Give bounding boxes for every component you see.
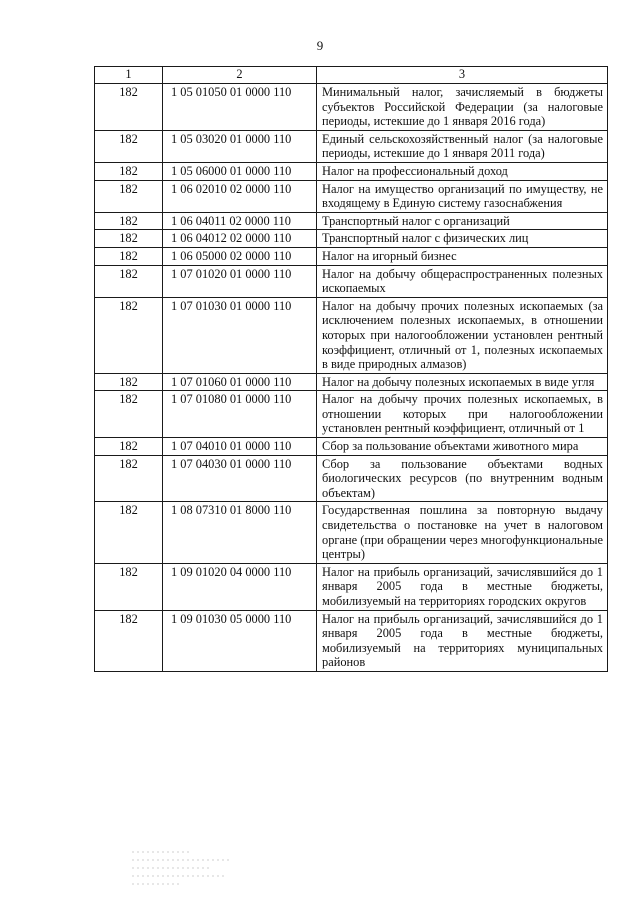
admin-code-cell: 182 bbox=[95, 180, 163, 212]
column-header-3: 3 bbox=[317, 67, 608, 84]
table-row bbox=[95, 438, 608, 456]
revenue-code-cell: 1 07 04010 01 0000 110 bbox=[163, 438, 317, 456]
table-row bbox=[95, 212, 608, 230]
revenue-name-cell: Транспортный налог с физических лиц bbox=[317, 230, 608, 248]
admin-code-cell: 182 bbox=[95, 563, 163, 610]
table-row bbox=[95, 162, 608, 180]
table-row bbox=[95, 563, 608, 610]
revenue-name-cell: Налог на добычу полезных ископаемых в виде угля bbox=[317, 373, 608, 391]
revenue-name-cell: Налог на добычу общераспространенных полезных ископаемых bbox=[317, 265, 608, 297]
admin-code-cell: 182 bbox=[95, 230, 163, 248]
revenue-name-cell: Сбор за пользование объектами животного мира bbox=[317, 438, 608, 456]
revenue-name-cell: Государственная пошлина за повторную выдачу свидетельства о постановке на учет в налоговом органе (при обращении через многофункциональные центры) bbox=[317, 502, 608, 563]
admin-code-cell: 182 bbox=[95, 373, 163, 391]
table-row bbox=[95, 265, 608, 297]
admin-code-cell: 182 bbox=[95, 297, 163, 373]
table-row bbox=[95, 130, 608, 162]
table-row bbox=[95, 373, 608, 391]
revenue-name-cell: Налог на прибыль организаций, зачислявшийся до 1 января 2005 года в местные бюджеты, мобилизуемый на территориях городских округов bbox=[317, 563, 608, 610]
budget-codes-table bbox=[94, 66, 608, 672]
table-row bbox=[95, 610, 608, 671]
table-row bbox=[95, 455, 608, 502]
faint-stamp-mark bbox=[130, 848, 240, 892]
revenue-name-cell: Минимальный налог, зачисляемый в бюджеты субъектов Российской Федерации (за налоговые периоды, истекшие до 1 января 2016 года) bbox=[317, 84, 608, 131]
admin-code-cell: 182 bbox=[95, 130, 163, 162]
table-row bbox=[95, 297, 608, 373]
revenue-code-cell: 1 06 02010 02 0000 110 bbox=[163, 180, 317, 212]
table-row bbox=[95, 230, 608, 248]
table-row bbox=[95, 502, 608, 563]
table-row bbox=[95, 180, 608, 212]
revenue-name-cell: Налог на профессиональный доход bbox=[317, 162, 608, 180]
table-row bbox=[95, 391, 608, 438]
admin-code-cell: 182 bbox=[95, 84, 163, 131]
revenue-code-cell: 1 05 06000 01 0000 110 bbox=[163, 162, 317, 180]
revenue-code-cell: 1 08 07310 01 8000 110 bbox=[163, 502, 317, 563]
revenue-code-cell: 1 05 01050 01 0000 110 bbox=[163, 84, 317, 131]
revenue-name-cell: Сбор за пользование объектами водных биологических ресурсов (по внутренним водным объектам) bbox=[317, 455, 608, 502]
revenue-code-cell: 1 07 04030 01 0000 110 bbox=[163, 455, 317, 502]
revenue-code-cell: 1 07 01030 01 0000 110 bbox=[163, 297, 317, 373]
revenue-code-cell: 1 09 01020 04 0000 110 bbox=[163, 563, 317, 610]
admin-code-cell: 182 bbox=[95, 212, 163, 230]
revenue-name-cell: Единый сельскохозяйственный налог (за налоговые периоды, истекшие до 1 января 2011 года) bbox=[317, 130, 608, 162]
revenue-code-cell: 1 05 03020 01 0000 110 bbox=[163, 130, 317, 162]
column-header-2: 2 bbox=[163, 67, 317, 84]
revenue-code-cell: 1 06 04011 02 0000 110 bbox=[163, 212, 317, 230]
revenue-name-cell: Налог на прибыль организаций, зачислявшийся до 1 января 2005 года в местные бюджеты, мобилизуемый на территориях муниципальных районов bbox=[317, 610, 608, 671]
revenue-code-cell: 1 07 01060 01 0000 110 bbox=[163, 373, 317, 391]
admin-code-cell: 182 bbox=[95, 455, 163, 502]
revenue-code-cell: 1 06 05000 02 0000 110 bbox=[163, 247, 317, 265]
admin-code-cell: 182 bbox=[95, 502, 163, 563]
admin-code-cell: 182 bbox=[95, 438, 163, 456]
admin-code-cell: 182 bbox=[95, 265, 163, 297]
admin-code-cell: 182 bbox=[95, 610, 163, 671]
admin-code-cell: 182 bbox=[95, 391, 163, 438]
admin-code-cell: 182 bbox=[95, 162, 163, 180]
column-header-1: 1 bbox=[95, 67, 163, 84]
revenue-code-cell: 1 09 01030 05 0000 110 bbox=[163, 610, 317, 671]
revenue-code-cell: 1 06 04012 02 0000 110 bbox=[163, 230, 317, 248]
revenue-name-cell: Налог на добычу прочих полезных ископаемых, в отношении которых при налогообложении установлен рентный коэффициент, отличный от 1 bbox=[317, 391, 608, 438]
revenue-code-cell: 1 07 01020 01 0000 110 bbox=[163, 265, 317, 297]
admin-code-cell: 182 bbox=[95, 247, 163, 265]
revenue-name-cell: Транспортный налог с организаций bbox=[317, 212, 608, 230]
revenue-name-cell: Налог на игорный бизнес bbox=[317, 247, 608, 265]
page-number: 9 bbox=[316, 38, 324, 53]
table-row bbox=[95, 247, 608, 265]
revenue-code-cell: 1 07 01080 01 0000 110 bbox=[163, 391, 317, 438]
revenue-name-cell: Налог на имущество организаций по имуществу, не входящему в Единую систему газоснабжения bbox=[317, 180, 608, 212]
table-header-row bbox=[95, 67, 608, 84]
table-row bbox=[95, 84, 608, 131]
revenue-name-cell: Налог на добычу прочих полезных ископаемых (за исключением полезных ископаемых, в отношении которых при налогообложении установлен рентный коэффициент, отличный от 1, полезных ископаемых в виде природных алмазов) bbox=[317, 297, 608, 373]
